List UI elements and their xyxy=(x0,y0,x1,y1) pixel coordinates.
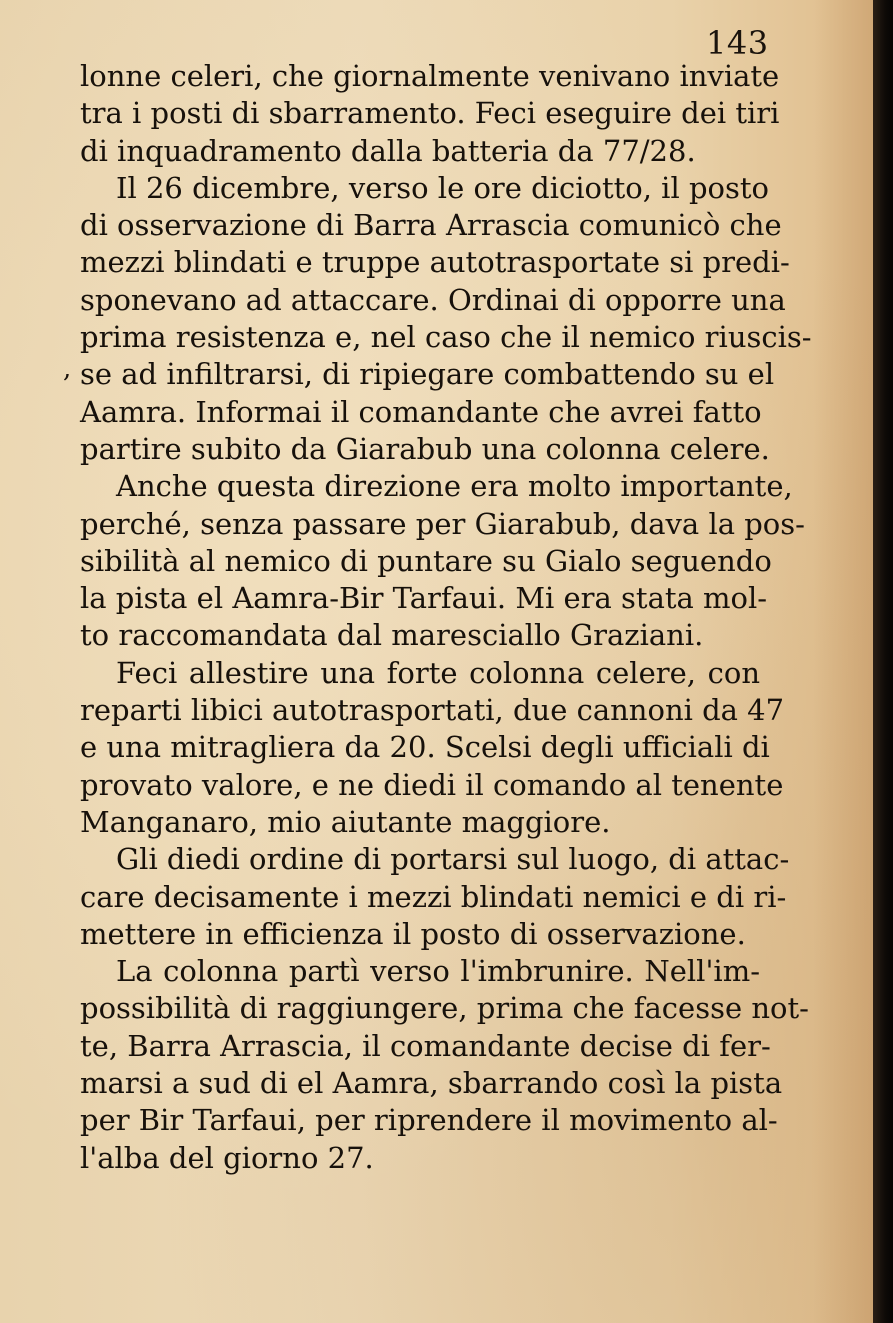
text-line: care decisamente i mezzi blindati nemici e di ri- xyxy=(80,879,787,914)
text-line: e una mitragliera da 20. Scelsi degli ufficiali di xyxy=(80,730,770,765)
text-line: la pista el Aamra-Bir Tarfaui. Mi era stata mol- xyxy=(80,581,768,616)
page-number: 143 xyxy=(706,24,769,62)
text-line: provato valore, e ne diedi il comando al tenente xyxy=(80,767,784,802)
text-line: reparti libici autotrasportati, due cannoni da 47 xyxy=(80,693,785,728)
text-line: perché, senza passare per Giarabub, dava la pos- xyxy=(80,506,805,541)
book-spine-edge xyxy=(873,0,893,1323)
text-line: sibilità al nemico di puntare su Gialo seguendo xyxy=(80,543,772,578)
text-line: lonne celeri, che giornalmente venivano inviate xyxy=(80,59,780,93)
text-line: sponevano ad attaccare. Ordinai di opporre una xyxy=(80,282,786,317)
text-line: Manganaro, mio aiutante maggiore. xyxy=(80,804,611,839)
body-text xyxy=(80,58,812,1177)
text-line: marsi a sud di el Aamra, sbarrando così la pista xyxy=(80,1066,783,1101)
text-line: te, Barra Arrascia, il comandante decise di fer- xyxy=(80,1028,771,1063)
text-line: Gli diedi ordine di portarsi sul luogo, di attac- xyxy=(116,842,790,877)
text-line: Il 26 dicembre, verso le ore diciotto, il posto xyxy=(116,170,769,205)
text-line: di inquadramento dalla batteria da 77/28. xyxy=(80,133,696,168)
text-line: prima resistenza e, nel caso che il nemico riuscis- xyxy=(80,320,812,355)
text-line: Aamra. Informai il comandante che avrei fatto xyxy=(80,394,762,429)
text-line: to raccomandata dal maresciallo Graziani. xyxy=(80,618,704,653)
text-line: Feci allestire una forte colonna celere, con xyxy=(116,655,760,690)
text-line: mezzi blindati e truppe autotrasportate si predi- xyxy=(80,245,790,280)
text-line: mettere in efficienza il posto di osservazione. xyxy=(80,916,746,951)
text-line: per Bir Tarfaui, per riprendere il movimento al- xyxy=(80,1103,778,1138)
text-line: possibilità di raggiungere, prima che facesse not- xyxy=(80,991,809,1026)
text-line: di osservazione di Barra Arrascia comunicò che xyxy=(80,208,782,243)
text-line: La colonna partì verso l'imbrunire. Nell'im- xyxy=(116,954,760,989)
text-line: Anche questa direzione era molto importante, xyxy=(116,469,793,504)
margin-mark: , xyxy=(63,354,72,384)
page-curve-shadow xyxy=(813,0,873,1323)
text-line: l'alba del giorno 27. xyxy=(80,1140,374,1175)
text-line: partire subito da Giarabub una colonna celere. xyxy=(80,431,770,466)
text-line: se ad infiltrarsi, di ripiegare combattendo su el xyxy=(80,357,775,392)
text-line: tra i posti di sbarramento. Feci eseguire dei tiri xyxy=(80,96,780,131)
